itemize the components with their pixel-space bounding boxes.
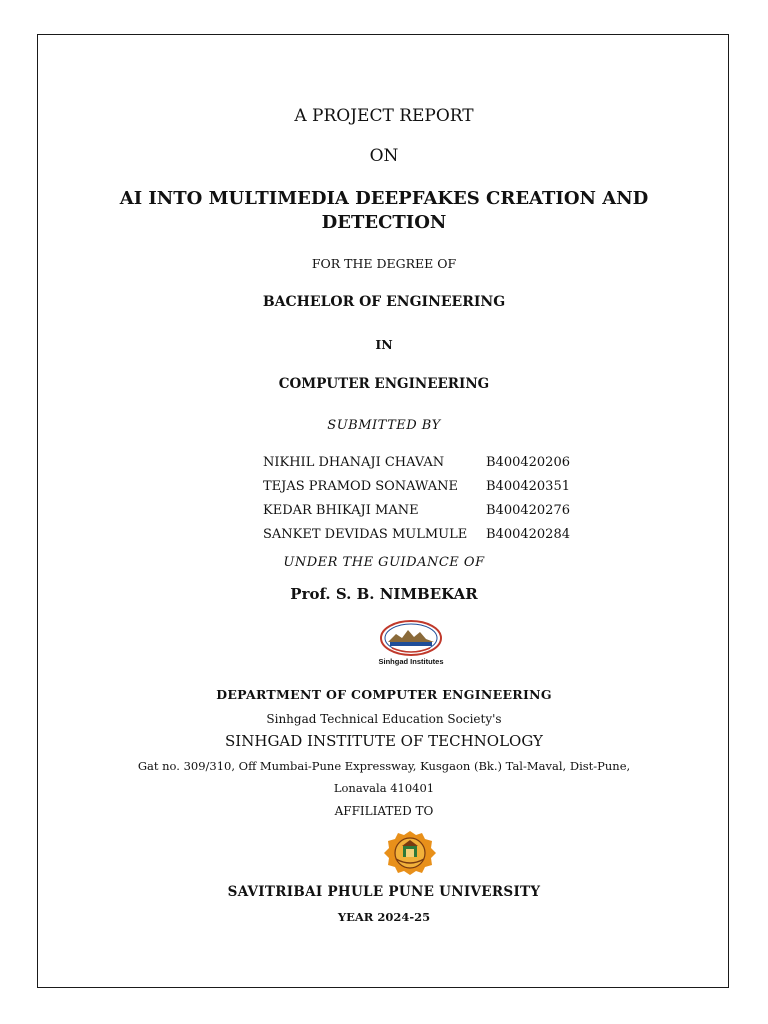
society-name: Sinhgad Technical Education Society's <box>266 712 502 726</box>
branch-name: COMPUTER ENGINEERING <box>278 376 490 392</box>
sinhgad-institutes-logo <box>374 618 448 668</box>
degree-name: BACHELOR OF ENGINEERING <box>262 294 506 310</box>
guide-name: Prof. S. B. NIMBEKAR <box>290 585 478 603</box>
address-line-1: Gat no. 309/310, Off Mumbai-Pune Expressway, Kusgaon (Bk.) Tal-Maval, Dist-Pune, <box>137 759 631 773</box>
student-name: NIKHIL DHANAJI CHAVAN <box>263 454 445 470</box>
student-row <box>263 474 570 498</box>
student-list <box>263 450 570 546</box>
student-id: B400420284 <box>486 526 570 542</box>
project-title <box>0 187 768 235</box>
project-title-line-1: AI INTO MULTIMEDIA DEEPFAKES CREATION AND <box>119 188 649 209</box>
student-name: TEJAS PRAMOD SONAWANE <box>263 478 459 494</box>
student-id: B400420276 <box>486 502 570 518</box>
institute-name: SINHGAD INSTITUTE OF TECHNOLOGY <box>225 732 543 750</box>
degree-intro: FOR THE DEGREE OF <box>311 256 457 271</box>
student-id: B400420351 <box>486 478 570 494</box>
submitted-by-label: SUBMITTED BY <box>327 418 441 433</box>
degree-in: IN <box>375 337 393 352</box>
university-name: SAVITRIBAI PHULE PUNE UNIVERSITY <box>227 884 541 900</box>
university-seal-logo <box>382 829 438 875</box>
student-id: B400420206 <box>486 454 570 470</box>
project-title-line-2: DETECTION <box>321 212 447 233</box>
student-row <box>263 498 570 522</box>
academic-year: YEAR 2024-25 <box>337 910 431 924</box>
student-row <box>263 522 570 546</box>
affiliated-to: AFFILIATED TO <box>334 804 434 818</box>
department-name: DEPARTMENT OF COMPUTER ENGINEERING <box>216 687 552 702</box>
student-name: KEDAR BHIKAJI MANE <box>263 502 419 518</box>
report-heading: A PROJECT REPORT <box>294 106 474 126</box>
report-on: ON <box>369 146 399 166</box>
logo-caption: Sinhgad Institutes <box>378 657 444 666</box>
address-line-2: Lonavala 410401 <box>333 781 435 795</box>
guidance-label: UNDER THE GUIDANCE OF <box>283 555 485 570</box>
student-name: SANKET DEVIDAS MULMULE <box>263 526 468 542</box>
student-row <box>263 450 570 474</box>
